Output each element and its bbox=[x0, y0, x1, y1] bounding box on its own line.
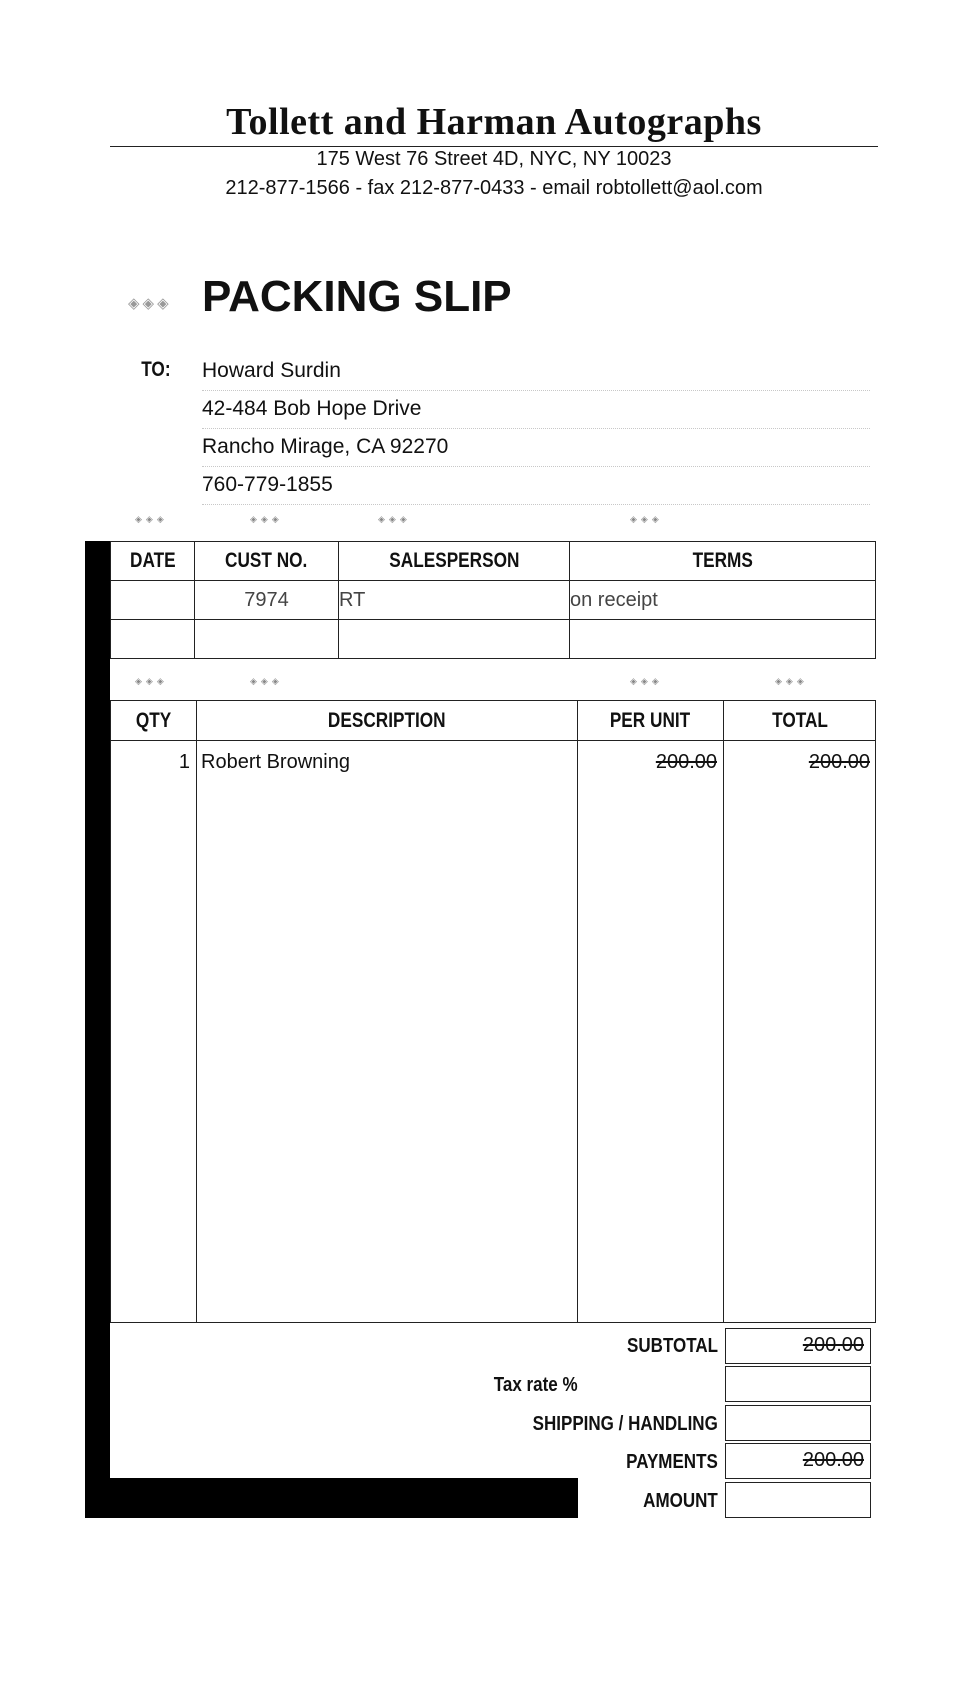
ornament-icon: ◈◈◈ bbox=[250, 677, 283, 687]
item-description: Robert Browning bbox=[201, 751, 350, 773]
header-terms: TERMS bbox=[570, 542, 876, 581]
to-label-text: TO: bbox=[141, 358, 171, 381]
to-label bbox=[138, 358, 174, 382]
items-table bbox=[110, 700, 876, 1323]
item-per-unit: 200.00 bbox=[655, 751, 717, 773]
recipient-phone: 760-779-1855 bbox=[202, 468, 870, 505]
ornament-icon: ◈◈◈ bbox=[135, 677, 168, 687]
company-contact: 212-877-1566 - fax 212-877-0433 - email robtollett@aol.com bbox=[225, 177, 763, 199]
payments-value: 200.00 bbox=[725, 1443, 871, 1479]
left-black-bar bbox=[85, 541, 110, 1518]
ornament-icon: ◈◈◈ bbox=[630, 515, 663, 525]
cell-salesperson: RT bbox=[339, 581, 570, 620]
header-cust-no: CUST NO. bbox=[195, 542, 339, 581]
summary-divider bbox=[110, 1322, 876, 1323]
cell-cust-no: 7974 bbox=[195, 581, 339, 620]
cell-date bbox=[111, 620, 195, 659]
header-per-unit: PER UNIT bbox=[610, 709, 691, 732]
column-divider bbox=[577, 701, 578, 1322]
recipient-street: 42-484 Bob Hope Drive bbox=[202, 392, 870, 429]
amount-label: AMOUNT bbox=[643, 1490, 718, 1512]
subtotal-value: 200.00 bbox=[725, 1328, 871, 1364]
recipient-city: Rancho Mirage, CA 92270 bbox=[202, 430, 870, 467]
table-row bbox=[111, 620, 876, 659]
table-row bbox=[111, 581, 876, 620]
ornament-icon: ◈◈◈ bbox=[378, 515, 411, 525]
table-header-row bbox=[111, 542, 876, 581]
item-total: 200.00 bbox=[808, 751, 870, 773]
tax-rate-value bbox=[725, 1366, 871, 1402]
header-date: DATE bbox=[111, 542, 195, 581]
company-address: 175 West 76 Street 4D, NYC, NY 10023 bbox=[316, 148, 672, 170]
subtotal-label: SUBTOTAL bbox=[627, 1335, 718, 1357]
document-title: PACKING SLIP bbox=[202, 272, 512, 321]
shipping-value bbox=[725, 1405, 871, 1441]
title-ornament-icon: ◈◈◈ bbox=[128, 294, 172, 312]
ornament-icon: ◈◈◈ bbox=[135, 515, 168, 525]
header-qty: QTY bbox=[135, 709, 172, 732]
cell-date bbox=[111, 581, 195, 620]
item-qty: 1 bbox=[178, 751, 190, 773]
column-divider bbox=[196, 701, 197, 1322]
cell-terms bbox=[570, 620, 876, 659]
tax-rate-label: Tax rate % bbox=[494, 1374, 578, 1396]
cell-cust-no bbox=[195, 620, 339, 659]
company-name: Tollett and Harman Autographs bbox=[226, 101, 762, 143]
ornament-icon: ◈◈◈ bbox=[630, 677, 663, 687]
recipient-name: Howard Surdin bbox=[202, 354, 870, 391]
ornament-icon: ◈◈◈ bbox=[775, 677, 808, 687]
payments-label: PAYMENTS bbox=[626, 1451, 718, 1473]
cell-terms: on receipt bbox=[570, 581, 876, 620]
header-total: TOTAL bbox=[772, 709, 828, 732]
amount-value bbox=[725, 1482, 871, 1518]
ornament-icon: ◈◈◈ bbox=[250, 515, 283, 525]
header-salesperson: SALESPERSON bbox=[339, 542, 570, 581]
letterhead-rule bbox=[110, 146, 878, 147]
shipping-label: SHIPPING / HANDLING bbox=[532, 1413, 718, 1435]
order-info-table bbox=[110, 541, 876, 659]
column-divider bbox=[723, 701, 724, 1322]
bottom-black-bar bbox=[85, 1478, 578, 1518]
cell-salesperson bbox=[339, 620, 570, 659]
header-description: DESCRIPTION bbox=[328, 709, 446, 732]
